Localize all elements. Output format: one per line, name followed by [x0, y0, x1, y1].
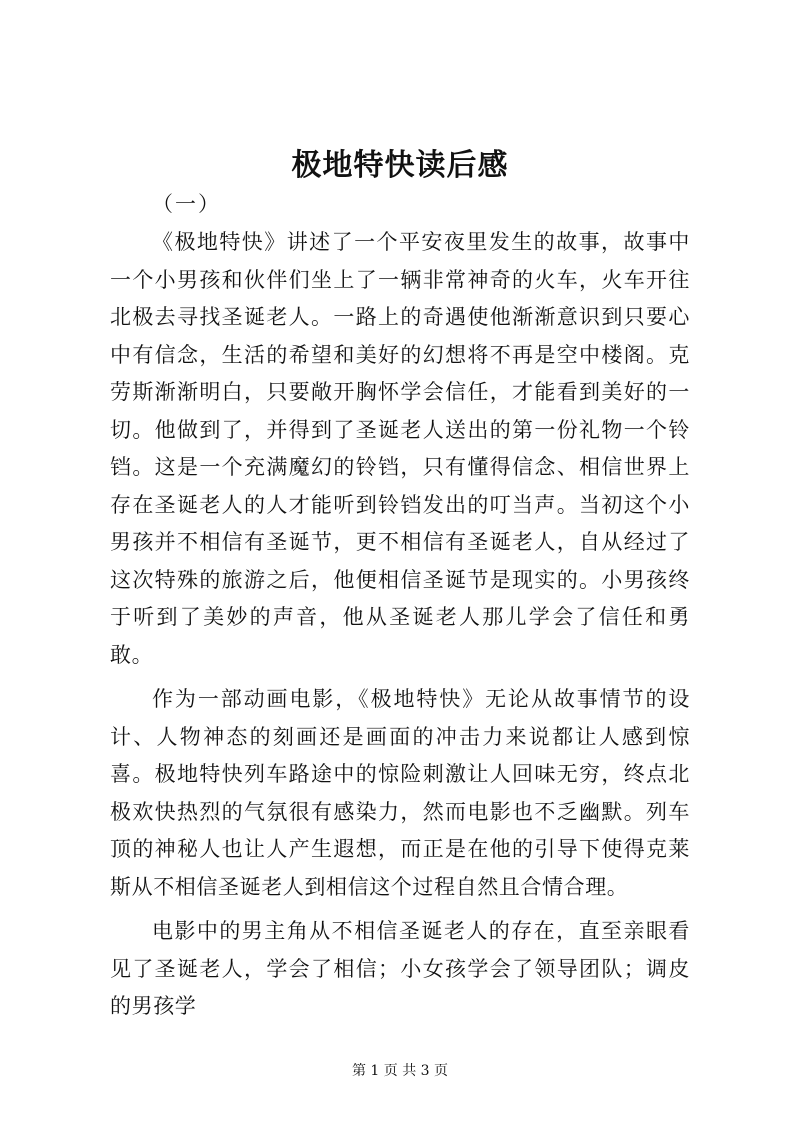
paragraph-2: 作为一部动画电影，《极地特快》无论从故事情节的设计、人物神态的刻画还是画面的冲击力来说都让人感到惊喜。极地特快列车路途中的惊险刺激让人回味无穷，终点北极欢快热烈的气氛很有感染力，然而电影也不乏幽默。列车顶的神秘人也让人产生遐想，而正是在他的引导下使得克莱斯从不相信圣诞老人到相信这个过程自然且合情合理。	[110, 687, 690, 899]
paragraph-1: 《极地特快》讲述了一个平安夜里发生的故事，故事中一个小男孩和伙伴们坐上了一辆非常神奇的火车，火车开往北极去寻找圣诞老人。一路上的奇遇使他渐渐意识到只要心中有信念，生活的希望和美好的幻想将不再是空中楼阁。克劳斯渐渐明白，只要敞开胸怀学会信任，才能看到美好的一切。他做到了，并得到了圣诞老人送出的第一份礼物一个铃铛。这是一个充满魔幻的铃铛，只有懂得信念、相信世界上存在圣诞老人的人才能听到铃铛发出的叮当声。当初这个小男孩并不相信有圣诞节，更不相信有圣诞老人，自从经过了这次特殊的旅游之后，他便相信圣诞节是现实的。小男孩终于听到了美妙的声音，他从圣诞老人那儿学会了信任和勇敢。	[110, 230, 690, 667]
section-mark: （一）	[152, 192, 221, 216]
document-body	[110, 224, 690, 1033]
document-title: 极地特快读后感	[291, 148, 509, 183]
page-footer: 第 1 页 共 3 页	[351, 1063, 449, 1079]
paragraph-3: 电影中的男主角从不相信圣诞老人的存在，直至亲眼看见了圣诞老人，学会了相信；小女孩学会了领导团队；调皮的男孩学	[110, 919, 690, 1018]
